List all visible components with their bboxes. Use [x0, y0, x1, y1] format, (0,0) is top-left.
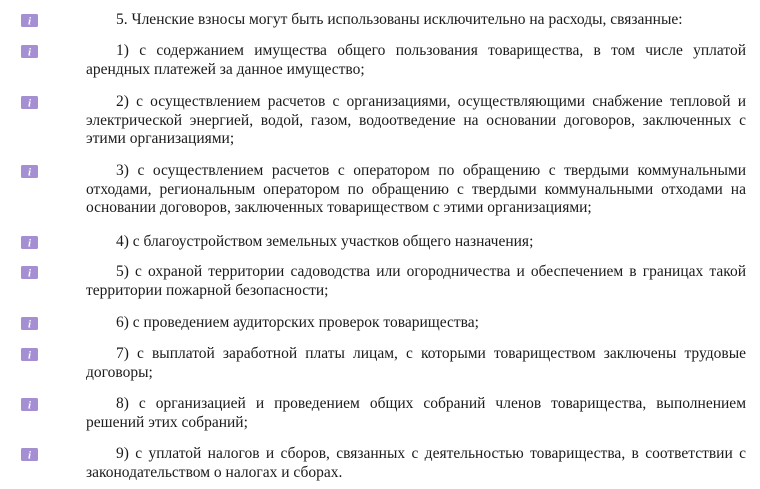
info-icon[interactable]: [21, 236, 38, 249]
info-icon[interactable]: [21, 317, 38, 330]
svg-text:i: i: [27, 97, 32, 109]
svg-text:i: i: [27, 449, 32, 461]
paragraph-text: 3) с осуществлением расчетов с оператором по обращению с твердыми коммунальными отходами, региональным оператором по обращению с твердыми коммунальными отходами на основании договоров, заключенных товариществом с этими организациями;: [86, 162, 746, 216]
info-icon[interactable]: [21, 448, 38, 461]
paragraph-text: 7) с выплатой заработной платы лицам, с которыми товариществом заключены трудовые договоры;: [86, 345, 746, 381]
paragraph-text: 6) с проведением аудиторских проверок товарищества;: [116, 314, 479, 331]
svg-text:i: i: [27, 237, 32, 249]
paragraph-text: 2) с осуществлением расчетов с организациями, осуществляющими снабжение тепловой и электрической энергией, водой, газом, водоотведение на основании договоров, заключенных с этими организациями;: [86, 93, 746, 147]
info-icon[interactable]: [21, 165, 38, 178]
paragraph-text: 5) с охраной территории садоводства или огородничества и обеспечением в границах такой территории пожарной безопасности;: [86, 263, 746, 299]
info-icon[interactable]: [21, 348, 38, 361]
info-icon[interactable]: [21, 266, 38, 279]
paragraph-text: 1) с содержанием имущества общего пользования товарищества, в том числе уплатой арендных платежей за данное имущество;: [86, 42, 746, 78]
svg-text:i: i: [27, 15, 32, 27]
svg-text:i: i: [27, 399, 32, 411]
paragraph-text: 5. Членские взносы могут быть использованы исключительно на расходы, связанные:: [116, 11, 683, 28]
info-icon[interactable]: [21, 14, 38, 27]
svg-text:i: i: [27, 318, 32, 330]
paragraph-text: 4) с благоустройством земельных участков общего назначения;: [116, 233, 534, 250]
info-icon[interactable]: [21, 45, 38, 58]
info-icon[interactable]: [21, 96, 38, 109]
svg-text:i: i: [27, 267, 32, 279]
svg-text:i: i: [27, 349, 32, 361]
paragraph-text: 9) с уплатой налогов и сборов, связанных с деятельностью товарищества, в соответствии с законодательством о налогах и сборах.: [86, 445, 746, 481]
info-icon[interactable]: [21, 398, 38, 411]
paragraph-text: 8) с организацией и проведением общих собраний членов товарищества, выполнением решений этих собраний;: [86, 395, 746, 431]
svg-text:i: i: [27, 46, 32, 58]
svg-text:i: i: [27, 166, 32, 178]
